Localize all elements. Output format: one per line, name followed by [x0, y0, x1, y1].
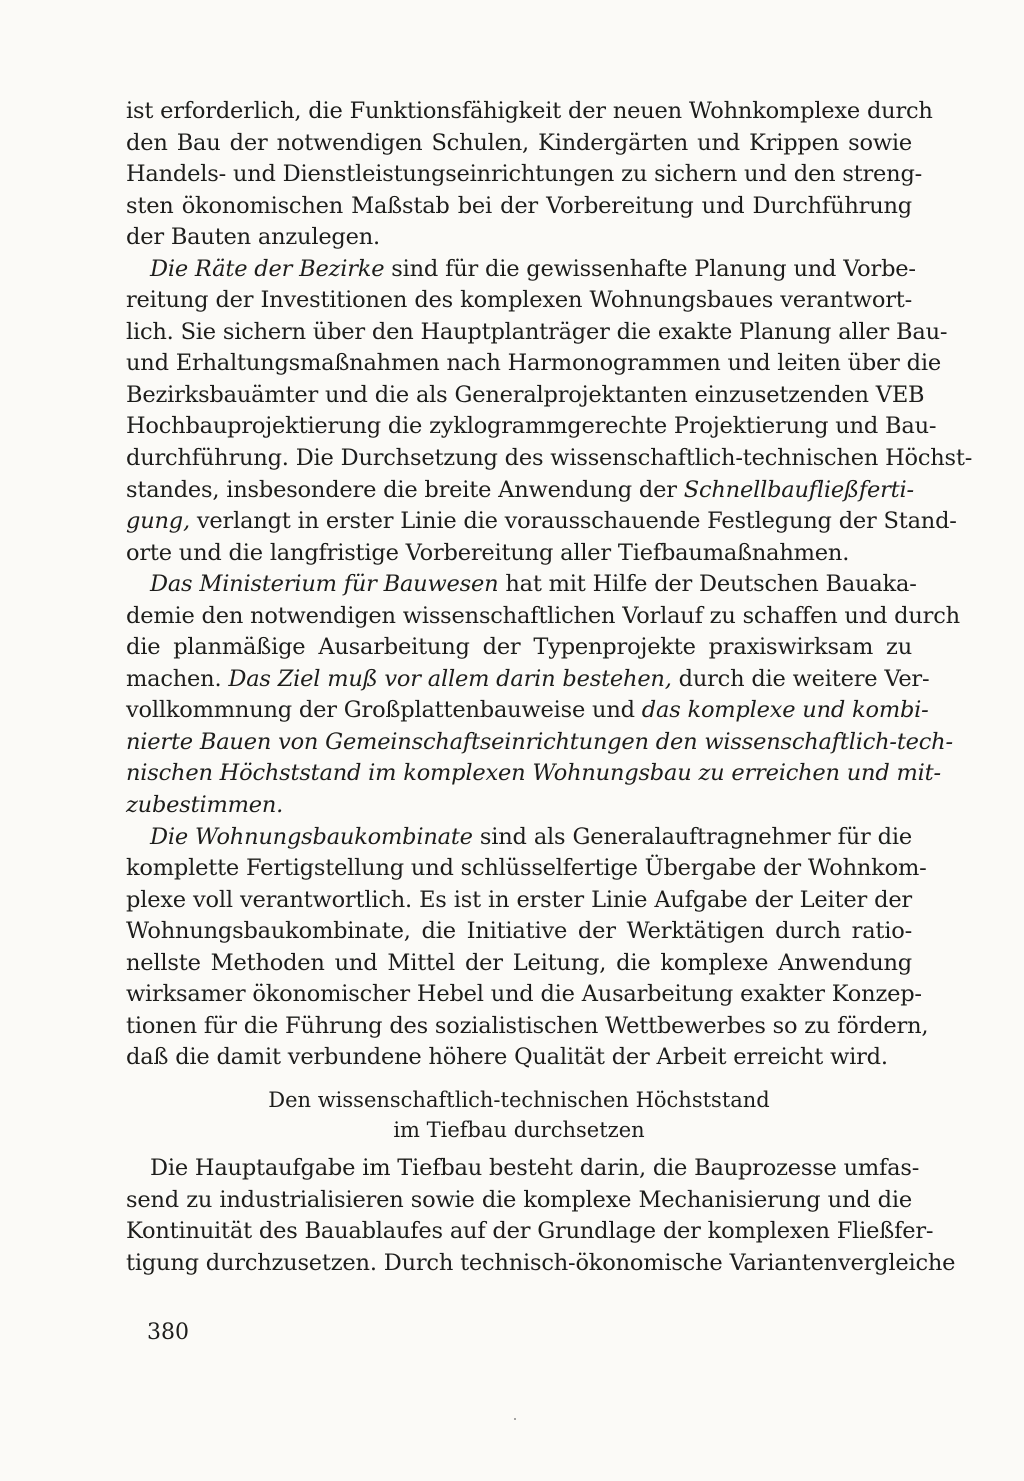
- text-line: [126, 569, 917, 601]
- text-run: durchführung. Die Durchsetzung des wissenschaftlich-technischen Höchst-: [126, 445, 973, 472]
- emphasis-text: das komplexe und kombi-: [641, 697, 929, 724]
- text-line: [126, 285, 912, 317]
- text-run: und Erhaltungsmaßnahmen nach Harmonogrammen und leiten über die: [126, 350, 942, 377]
- emphasis-text: Das Ministerium für Bauwesen: [150, 571, 499, 598]
- text-run: tigung durchzusetzen. Durch technisch-ökonomische Variantenvergleiche: [126, 1249, 956, 1276]
- text-line: [126, 632, 912, 664]
- text-line: [126, 1011, 929, 1043]
- text-run: durch die weitere Ver-: [671, 665, 930, 692]
- text-run: standes, insbesondere die breite Anwendung der: [126, 476, 684, 503]
- text-line: [126, 475, 912, 507]
- page-number: 380: [147, 1320, 189, 1345]
- text-run: hat mit Hilfe der Deutschen Bauaka-: [498, 571, 917, 598]
- text-run: der Bauten anzulegen.: [126, 224, 380, 251]
- text-run: verlangt in erster Linie die vorausschauende Festlegung der Stand-: [189, 508, 957, 535]
- text-line: [126, 506, 957, 538]
- text-line: [126, 348, 942, 380]
- text-line: [126, 1185, 912, 1217]
- document-page: [126, 96, 973, 1279]
- text-run: ist erforderlich, die Funktionsfähigkeit der neuen Wohnkomplexe durch: [126, 98, 933, 124]
- text-line: [126, 885, 912, 917]
- text-line: [126, 1216, 934, 1248]
- text-line: [126, 317, 948, 349]
- emphasis-text: Die Wohnungsbaukombinate: [150, 823, 473, 850]
- text-line: [126, 853, 927, 885]
- text-line: [126, 96, 933, 128]
- text-run: lich. Sie sichern über den Hauptplanträger die exakte Planung aller Bau-: [126, 318, 948, 345]
- emphasis-text: Die Räte der Bezirke: [150, 255, 385, 282]
- text-line: [126, 664, 930, 696]
- section-heading-line-2: im Tiefbau durchsetzen: [393, 1117, 645, 1142]
- text-line: [126, 727, 953, 759]
- text-line: [126, 1153, 920, 1185]
- text-line: [126, 128, 912, 160]
- text-line: [126, 758, 941, 790]
- text-line: [126, 695, 929, 727]
- text-line: [126, 948, 912, 980]
- text-run: Hochbauprojektierung die zyklogrammgerechte Projektierung und Bau-: [126, 413, 937, 440]
- text-line: [126, 159, 923, 191]
- text-line: [126, 1042, 912, 1074]
- text-run: Bezirksbauämter und die als Generalprojektanten einzusetzenden VEB: [126, 381, 925, 408]
- text-run: Handels- und Dienstleistungseinrichtungen zu sichern und den streng-: [126, 161, 923, 188]
- text-run: den Bau der notwendigen Schulen, Kindergärten und Krippen sowie: [126, 129, 912, 156]
- text-run: Kontinuität des Bauablaufes auf der Grundlage der komplexen Fließfer-: [126, 1218, 934, 1245]
- emphasis-text: zubestimmen.: [126, 792, 284, 819]
- text-run: Wohnungsbaukombinate, die Initiative der Werktätigen durch ratio-: [126, 918, 912, 945]
- text-line: [126, 790, 912, 822]
- text-run: daß die damit verbundene höhere Qualität der Arbeit erreicht wird.: [126, 1044, 888, 1071]
- text-run: sind als Generalauftragnehmer für die: [472, 823, 912, 850]
- text-line: [126, 254, 916, 286]
- text-run: demie den notwendigen wissenschaftlichen Vorlauf zu schaffen und durch: [126, 602, 960, 629]
- emphasis-text: nischen Höchststand im komplexen Wohnungsbau zu erreichen und mit-: [126, 760, 941, 787]
- paper-speck: [514, 1418, 516, 1420]
- section-heading-line-1: Den wissenschaftlich-technischen Höchststand: [268, 1087, 770, 1112]
- paragraph: [126, 254, 973, 569]
- text-run: sind für die gewissenhafte Planung und Vorbe-: [384, 255, 916, 282]
- text-run: machen.: [126, 665, 229, 692]
- text-run: send zu industrialisieren sowie die komplexe Mechanisierung und die: [126, 1186, 912, 1213]
- text-line: [126, 601, 960, 633]
- paragraph: [126, 822, 929, 1074]
- text-line: [126, 411, 937, 443]
- text-line: [126, 979, 922, 1011]
- text-run: reitung der Investitionen des komplexen Wohnungsbaues verantwort-: [126, 287, 912, 314]
- text-line: [126, 538, 912, 570]
- body-text-bottom: [126, 1153, 956, 1279]
- text-run: sten ökonomischen Maßstab bei der Vorbereitung und Durchführung: [126, 192, 912, 219]
- paragraph: [126, 1153, 956, 1279]
- text-line: [126, 1248, 956, 1280]
- text-line: [126, 916, 912, 948]
- text-run: tionen für die Führung des sozialistischen Wettbewerbes so zu fördern,: [126, 1012, 929, 1039]
- text-run: die planmäßige Ausarbeitung der Typenprojekte praxiswirksam zu: [126, 634, 912, 661]
- section-heading: [126, 1085, 912, 1145]
- text-line: [126, 380, 925, 412]
- paragraph: [126, 96, 933, 254]
- text-run: wirksamer ökonomischer Hebel und die Ausarbeitung exakter Konzep-: [126, 981, 922, 1008]
- text-run: orte und die langfristige Vorbereitung aller Tiefbaumaßnahmen.: [126, 539, 850, 566]
- text-run: nellste Methoden und Mittel der Leitung, die komplexe Anwendung: [126, 949, 912, 976]
- emphasis-text: Das Ziel muß vor allem darin bestehen,: [228, 665, 672, 692]
- emphasis-text: nierte Bauen von Gemeinschaftseinrichtungen den wissenschaftlich-tech-: [126, 728, 953, 755]
- text-line: [126, 822, 912, 854]
- emphasis-text: Schnellbaufließferti-: [683, 476, 914, 503]
- emphasis-text: gung,: [126, 508, 190, 535]
- text-run: vollkommnung der Großplattenbauweise und: [126, 697, 642, 724]
- text-line: [126, 222, 912, 254]
- body-text-top: [126, 96, 973, 1074]
- text-line: [126, 191, 912, 223]
- text-run: Die Hauptaufgabe im Tiefbau besteht darin, die Bauprozesse umfas-: [150, 1154, 920, 1181]
- text-line: [126, 443, 973, 475]
- paragraph: [126, 569, 960, 821]
- text-run: komplette Fertigstellung und schlüsselfertige Übergabe der Wohnkom-: [126, 855, 927, 882]
- text-run: plexe voll verantwortlich. Es ist in erster Linie Aufgabe der Leiter der: [126, 886, 912, 913]
